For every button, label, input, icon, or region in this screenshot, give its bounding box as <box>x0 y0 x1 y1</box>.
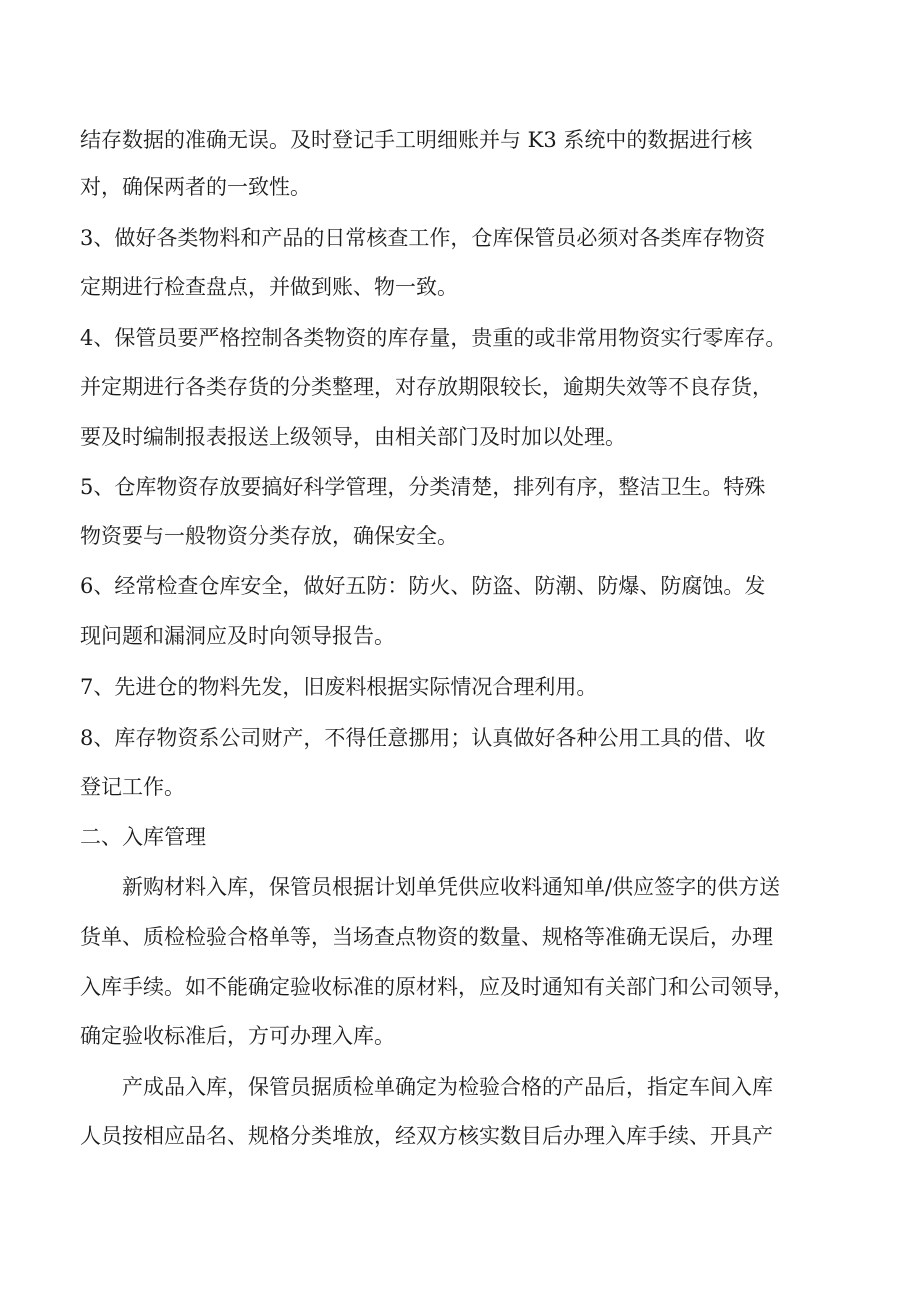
text-line: 并定期进行各类存货的分类整理，对存放期限较长，逾期失效等不良存货， <box>80 375 773 399</box>
text-line: 对，确保两者的一致性。 <box>80 175 311 199</box>
text-line: 物资要与一般物资分类存放，确保安全。 <box>80 524 458 548</box>
text-line: 人员按相应品名、规格分类堆放，经双方核实数目后办理入库手续、开具产 <box>80 1124 773 1148</box>
text-line: 5、仓库物资存放要搞好科学管理，分类清楚，排列有序，整洁卫生。特殊 <box>80 475 766 499</box>
text-line: 结存数据的准确无误。及时登记手工明细账并与 K3 系统中的数据进行核 <box>80 128 753 152</box>
text-line: 入库手续。如不能确定验收标准的原材料，应及时通知有关部门和公司领导， <box>80 975 794 999</box>
text-line: 登记工作。 <box>80 775 185 799</box>
paragraph-start: 新购材料入库，保管员根据计划单凭供应收料通知单/供应签字的供方送 <box>122 875 781 899</box>
text-line: 7、先进仓的物料先发，旧废料根据实际情况合理利用。 <box>80 675 598 699</box>
text-line: 4、保管员要严格控制各类物资的库存量，贵重的或非常用物资实行零库存。 <box>80 326 787 350</box>
text-line: 3、做好各类物料和产品的日常核查工作，仓库保管员必须对各类库存物资 <box>80 226 766 250</box>
section-heading: 二、入库管理 <box>80 825 206 849</box>
text-line: 确定验收标准后，方可办理入库。 <box>80 1024 395 1048</box>
paragraph-start: 产成品入库，保管员据质检单确定为检验合格的产品后，指定车间入库 <box>122 1075 773 1099</box>
text-line: 现问题和漏洞应及时向领导报告。 <box>80 624 395 648</box>
text-line: 要及时编制报表报送上级领导，由相关部门及时加以处理。 <box>80 425 626 449</box>
text-line: 货单、质检检验合格单等，当场查点物资的数量、规格等准确无误后，办理 <box>80 925 773 949</box>
text-line: 8、库存物资系公司财产，不得任意挪用；认真做好各种公用工具的借、收 <box>80 726 766 750</box>
text-line: 定期进行检查盘点，并做到账、物一致。 <box>80 275 458 299</box>
text-line: 6、经常检查仓库安全，做好五防：防火、防盗、防潮、防爆、防腐蚀。发 <box>80 574 766 598</box>
